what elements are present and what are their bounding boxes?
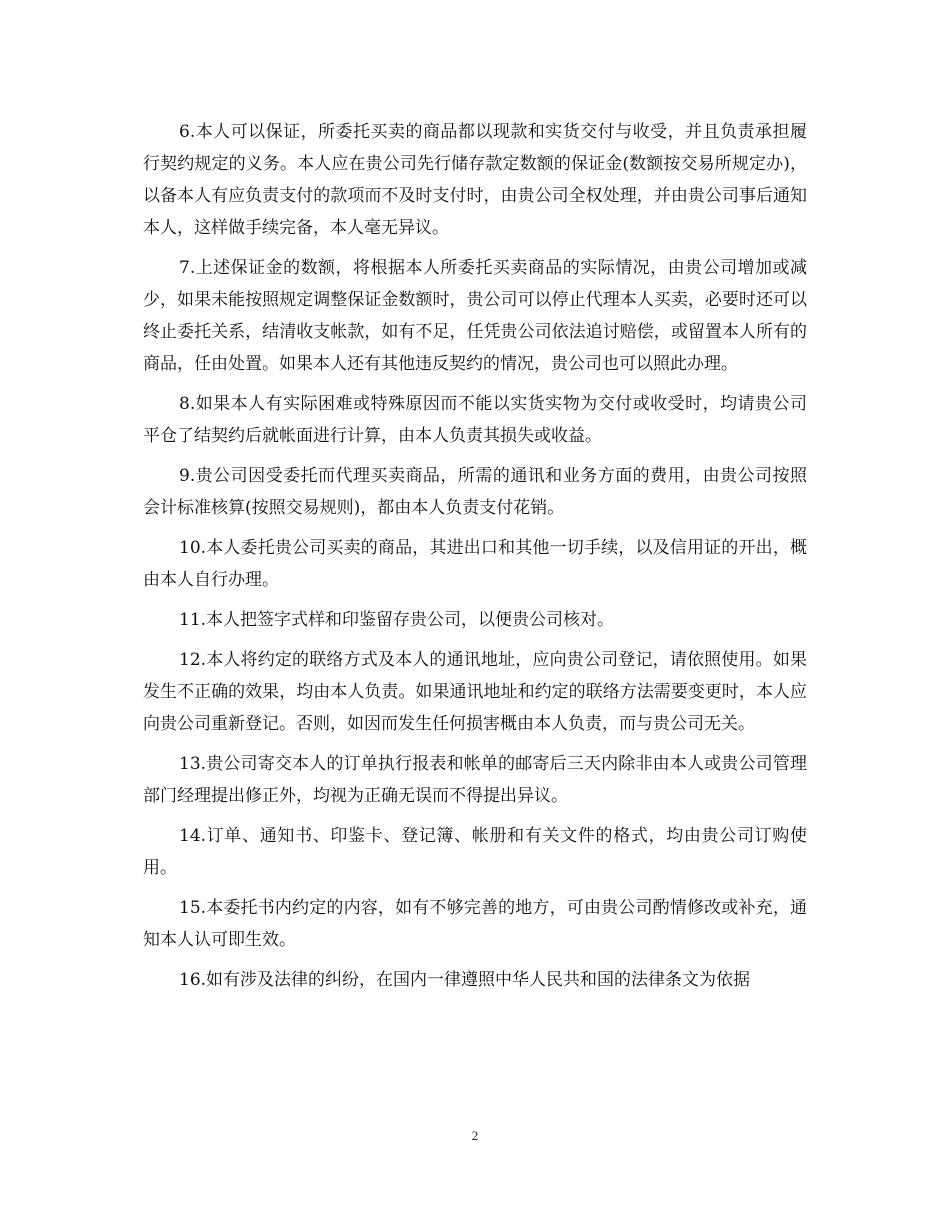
clause-15: 15.本委托书内约定的内容，如有不够完善的地方，可由贵公司酌情修改或补充，通知本人认可即生效。 [143, 898, 807, 950]
clause-12: 12.本人将约定的联络方式及本人的通讯地址，应向贵公司登记，请依照使用。如果发生不正确的效果，均由本人负责。如果通讯地址和约定的联络方法需要变更时，本人应向贵公司重新登记。否则，如因而发生任何损害概由本人负责，而与贵公司无关。 [143, 650, 807, 734]
clause-11: 11.本人把签字式样和印鉴留存贵公司，以便贵公司核对。 [179, 610, 615, 630]
clause-9: 9.贵公司因受委托而代理买卖商品，所需的通讯和业务方面的费用，由贵公司按照会计标准核算(按照交易规则)，都由本人负责支付花销。 [143, 466, 807, 518]
document-body [143, 116, 807, 1004]
clause-10: 10.本人委托贵公司买卖的商品，其进出口和其他一切手续，以及信用证的开出，概由本人自行办理。 [143, 538, 807, 590]
page-number: 2 [471, 1128, 479, 1143]
clause-13: 13.贵公司寄交本人的订单执行报表和帐单的邮寄后三天内除非由本人或贵公司管理部门经理提出修正外，均视为正确无误而不得提出异议。 [143, 754, 807, 806]
clause-14: 14.订单、通知书、印鉴卡、登记簿、帐册和有关文件的格式，均由贵公司订购使用。 [143, 826, 807, 878]
clause-8: 8.如果本人有实际困难或特殊原因而不能以实货实物为交付或收受时，均请贵公司平仓了结契约后就帐面进行计算，由本人负责其损失或收益。 [143, 394, 807, 446]
clause-16: 16.如有涉及法律的纠纷，在国内一律遵照中华人民共和国的法律条文为依据 [179, 970, 751, 990]
clause-6: 6.本人可以保证，所委托买卖的商品都以现款和实货交付与收受，并且负责承担履行契约规定的义务。本人应在贵公司先行储存款定数额的保证金(数额按交易所规定办)，以备本人有应负责支付的款项而不及时支付时，由贵公司全权处理，并由贵公司事后通知本人，这样做手续完备，本人毫无异议。 [143, 122, 807, 238]
clause-7: 7.上述保证金的数额，将根据本人所委托买卖商品的实际情况，由贵公司增加或减少，如果未能按照规定调整保证金数额时，贵公司可以停止代理本人买卖，必要时还可以终止委托关系，结清收支帐款，如有不足，任凭贵公司依法追讨赔偿，或留置本人所有的商品，任由处置。如果本人还有其他违反契约的情况，贵公司也可以照此办理。 [143, 258, 807, 374]
